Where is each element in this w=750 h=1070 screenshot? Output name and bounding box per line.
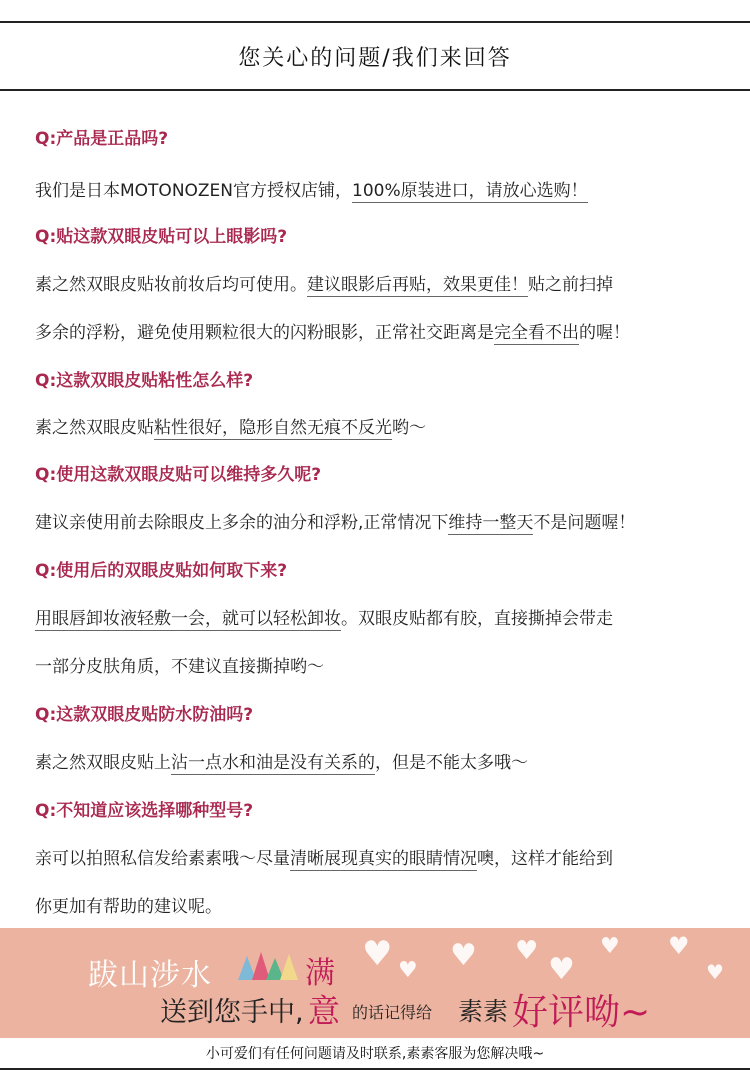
answer-text: 噢，这样才能给到 — [477, 849, 613, 869]
question-3: Q:这款双眼皮贴粘性怎么样? — [35, 371, 254, 391]
banner-susu: 素素 — [458, 997, 509, 1026]
answer-7-line-1 — [35, 844, 613, 869]
answer-highlight: 100%原装进口，请放心选购！ — [352, 181, 588, 201]
footer — [0, 1038, 750, 1070]
answer-7-line-2 — [35, 892, 222, 917]
answer-2-line-1 — [35, 270, 613, 295]
answer-text: 素之然双眼皮贴 — [35, 418, 154, 438]
answer-1-line-1 — [35, 176, 588, 201]
banner-good-review: 好评呦~ — [512, 992, 651, 1033]
banner-delivered: 送到您手中, — [160, 997, 304, 1028]
question-5: Q:使用后的双眼皮贴如何取下来? — [35, 561, 288, 581]
question-6: Q:这款双眼皮贴防水防油吗? — [35, 705, 254, 725]
heart-icon: ♥ — [450, 938, 477, 973]
question-1: Q:产品是正品吗? — [35, 129, 169, 149]
answer-highlight: 沾一点水和油是没有关系的 — [171, 753, 375, 773]
answer-6-line-1 — [35, 748, 528, 773]
answer-highlight: 用眼唇卸妆液轻敷一会，就可以轻松卸妆 — [35, 609, 341, 629]
question-7: Q:不知道应该选择哪种型号? — [35, 801, 254, 821]
heart-icon: ♥ — [706, 960, 724, 984]
banner-slogan: 跋山涉水 — [88, 958, 212, 993]
banner-man-char: 满 — [305, 956, 335, 991]
answer-highlight: 维持一整天 — [448, 513, 534, 533]
answer-text: 哟～ — [392, 418, 426, 438]
answer-5-line-2 — [35, 652, 324, 677]
answer-3-line-1 — [35, 413, 426, 438]
mountain-icon — [280, 954, 298, 980]
answer-highlight: 清晰展现真实的眼睛情况 — [290, 849, 477, 869]
answer-text: 多余的浮粉，避免使用颗粒很大的闪粉眼影，正常社交距离是 — [35, 323, 494, 343]
heart-icon: ♥ — [600, 934, 620, 959]
heart-icon: ♥ — [398, 958, 418, 983]
answer-text: 一部分皮肤角质，不建议直接撕掉哟～ — [35, 657, 324, 677]
page-header — [0, 21, 750, 91]
answer-5-line-1 — [35, 604, 613, 629]
answer-text: 素之然双眼皮贴上 — [35, 753, 171, 773]
question-4: Q:使用这款双眼皮贴可以维持多久呢? — [35, 465, 322, 485]
banner-yi-char: 意 — [308, 992, 341, 1030]
answer-4-line-1 — [35, 508, 635, 533]
heart-icon: ♥ — [548, 952, 575, 987]
answer-highlight: 完全看不出 — [494, 323, 579, 343]
answer-text: ，但是不能太多哦～ — [375, 753, 528, 773]
answer-text: 不是问题喔！ — [533, 513, 636, 533]
answer-text: 你更加有帮助的建议呢。 — [35, 897, 222, 917]
answer-highlight: 建议眼影后再贴，效果更佳！ — [307, 275, 528, 295]
answer-text: 贴之前扫掉 — [528, 275, 613, 295]
answer-text: 。双眼皮贴都有胶，直接撕掉会带走 — [341, 609, 613, 629]
footer-text: 小可爱们有任何问题请及时联系,素素客服为您解决哦~ — [205, 1046, 545, 1062]
page-title: 您关心的问题/我们来回答 — [238, 45, 512, 71]
answer-text: 亲可以拍照私信发给素素哦～尽量 — [35, 849, 290, 869]
answer-text: 我们是日本MOTONOZEN官方授权店铺， — [35, 181, 353, 201]
answer-text: 素之然双眼皮贴妆前妆后均可使用。 — [35, 275, 307, 295]
heart-icon: ♥ — [515, 936, 539, 966]
answer-highlight: 粘性很好，隐形自然无痕不反光 — [154, 418, 392, 438]
answer-text: 建议亲使用前去除眼皮上多余的油分和浮粉,正常情况下 — [35, 513, 449, 533]
answer-2-line-2 — [35, 318, 630, 343]
answer-text: 的喔！ — [579, 323, 630, 343]
heart-icon: ♥ — [362, 934, 393, 974]
banner-remember: 的话记得给 — [352, 1003, 433, 1022]
question-2: Q:贴这款双眼皮贴可以上眼影吗? — [35, 227, 288, 247]
heart-icon: ♥ — [668, 932, 690, 960]
review-banner — [0, 928, 750, 1038]
